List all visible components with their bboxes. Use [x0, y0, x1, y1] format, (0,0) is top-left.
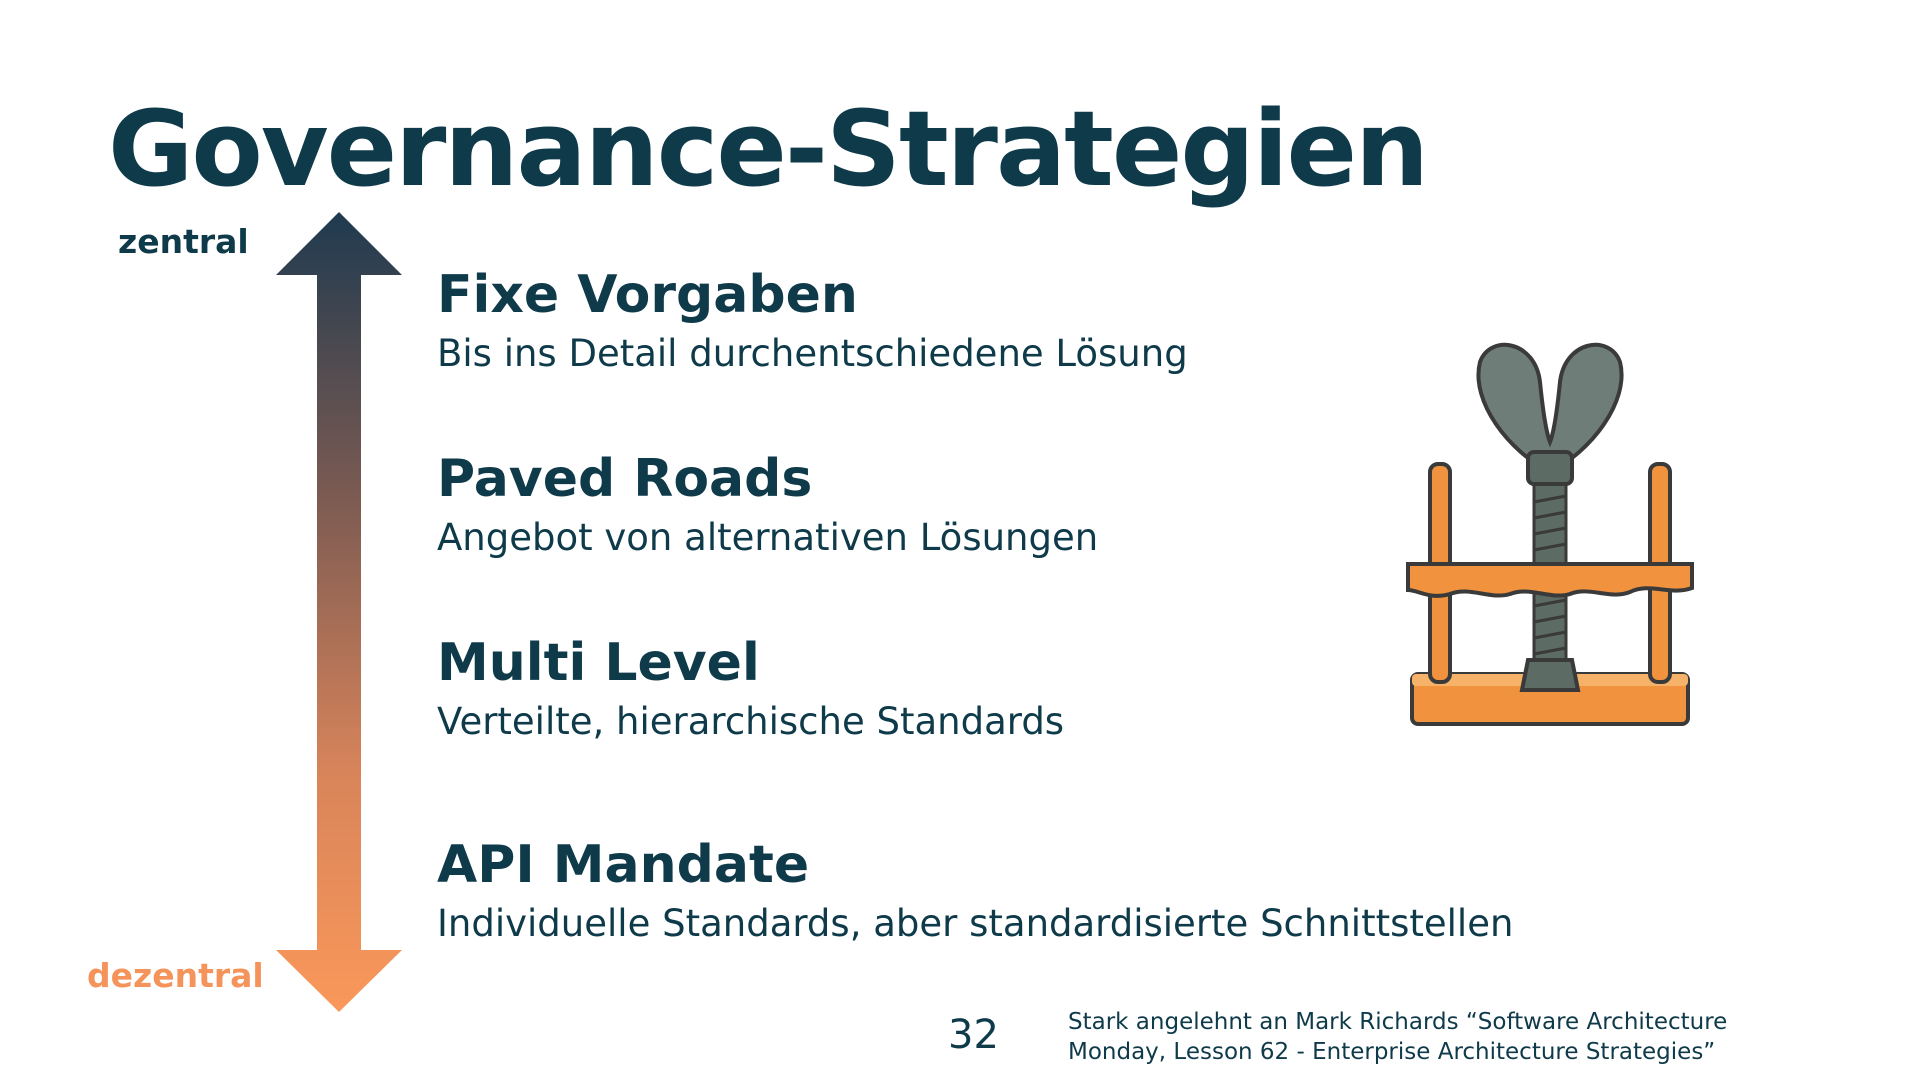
strategy-title: API Mandate [437, 835, 810, 895]
double-arrow-icon [274, 212, 404, 1012]
strategy-paved-roads [437, 450, 1098, 562]
source-footnote [1068, 1008, 1727, 1068]
axis-label-decentral: dezentral [87, 956, 264, 995]
strategy-fixed-rules [437, 266, 1188, 378]
footnote-line: Monday, Lesson 62 - Enterprise Architecture Strategies” [1068, 1038, 1716, 1065]
strategy-description: Bis ins Detail durchentschiedene Lösung [437, 331, 1188, 375]
strategy-description: Individuelle Standards, aber standardisierte Schnittstellen [437, 901, 1514, 945]
strategy-title: Fixe Vorgaben [437, 265, 858, 325]
slide-title: Governance-Strategien [108, 88, 1428, 210]
strategy-description: Verteilte, hierarchische Standards [437, 699, 1065, 743]
footnote-line: Stark angelehnt an Mark Richards “Software Architecture [1068, 1009, 1728, 1035]
strategy-description: Angebot von alternativen Lösungen [437, 515, 1099, 559]
axis-label-central: zentral [118, 222, 249, 261]
strategy-title: Multi Level [437, 633, 760, 693]
strategy-api-mandate [437, 836, 1513, 948]
strategy-multi-level [437, 634, 1064, 746]
clamp-press-icon [1400, 342, 1700, 742]
page-number: 32 [948, 1012, 999, 1058]
strategy-title: Paved Roads [437, 449, 813, 509]
